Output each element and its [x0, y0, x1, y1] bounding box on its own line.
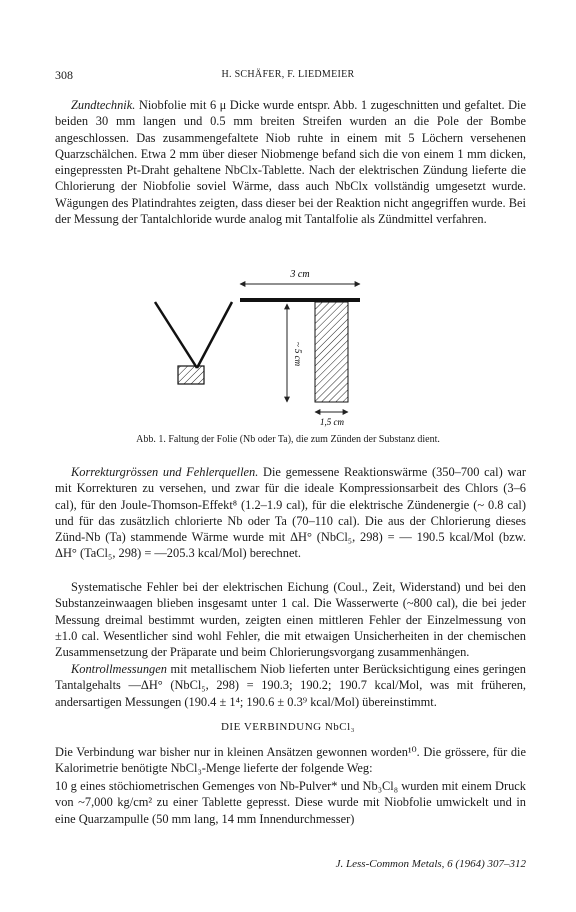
paragraph-tablette [55, 778, 526, 827]
running-header: H. SCHÄFER, F. LIEDMEIER [221, 69, 355, 80]
paragraph-text: Niobfolie mit 6 μ Dicke wurde entspr. Abb. 1 zugeschnitten und gefaltet. Die beiden 30 mm langen und 0.5 mm breiten Streifen wurden an die Pole der Bombe angeschlossen. Das zusammengefaltete Niob ruhte in einem mit 5 Löchern versehenen Quarzschälchen. Etwa 2 mm über dieser Niobmenge befand sich die von einem 1 mm dicken, eingepressten Pt-Draht gehaltene NbClx-Tablette. Nach der elektrischen Zündung lieferte die Chlorierung der Niobfolie soviel Wärme, dass auch NbClx vollständig umgesetzt wurde. Wägungen des Platindrahtes zeigten, dass dieser bei der Reaktion nicht angegriffen wurde. Bei der Messung der Tantalchloride wurde analog mit Tantalfolie als Zündmittel verfahren. [55, 98, 526, 227]
paragraph-systematisch [55, 579, 526, 660]
paragraph-text: mit metallischem Niob lieferten unter Berücksichtigung eines geringen Tantalgehalts —ΔH° (NbCl₅, 298) = 190.3; 190.2; 190.7 kcal/Mol, was mit früheren, andersartigen Messungen (190.4 ± 1⁴; 190.6 ± 0.3⁹ kcal/Mol) übereinstimmt. [55, 662, 526, 709]
foil-hanging-part [315, 302, 348, 402]
height-label: ~ 5 cm [293, 341, 303, 367]
paragraph-text: Die gemessene Reaktionswärme (350–700 cal) war mit Korrekturen zu versehen, und zwar für die ideale Kompressionsarbeit des Chlors (3–6 cal), für den Joule-Thomson-Effekt⁸ (1.2–1.9 cal), für die elektrische Zündenergie (~ 0.8 cal) und für das zusätzlich chlorierte Nb oder Ta (70–110 cal). Die aus der Chlorierung dieses Zünd-Nb (Ta) stammende Wärme wurde mit ΔH° (NbCl₅, 298) = — 190.5 kcal/Mol (bzw. ΔH° (TaCl₅, 298) = —205.3 kcal/Mol) berechnet. [55, 465, 526, 561]
holder-left-arm [155, 302, 197, 368]
width-label: 3 cm [290, 269, 310, 280]
paragraph-kontroll [55, 661, 526, 710]
page-number: 308 [55, 68, 73, 82]
paragraph-text: Systematische Fehler bei der elektrischen Eichung (Coul., Zeit, Widerstand) und bei den Substanzeinwaagen blieben insgesamt unter 1 cal. Die Wasserwerte (~800 cal), die bei jeder Messung dreimal bestimmt wurden, zeigten einen mittleren Fehler der Einzelmessung von ±1.0 cal. Wesentlicher sind wohl Fehler, die mit etwaigen Unsicherheiten in der chemischen Zusammensetzung der Präparate und beim Chlorierungsvorgang zusammenhängen. [55, 580, 526, 660]
paragraph-lead: Zundtechnik. [71, 98, 136, 112]
paragraph-verbindung [55, 744, 526, 777]
paragraph-lead: Korrekturgrössen und Fehlerquellen. [71, 465, 259, 479]
paragraph-text: 10 g eines stöchiometrischen Gemenges von Nb-Pulver* und Nb₃Cl₈ wurden mit einem Druck von ~7,000 kg/cm² zu einer Tablette gepresst. Diese wurde mit Niobfolie umwickelt und in eine Quarzampulle (50 mm lang, 14 mm Innendurchmesser) [55, 779, 526, 826]
paragraph-lead: Kontrollmessungen [71, 662, 167, 676]
paragraph-korrektur [55, 464, 526, 562]
paragraph-text: Die Verbindung war bisher nur in kleinen Ansätzen gewonnen worden¹⁰. Die grössere, für die Kalorimetrie benötigte NbCl₃-Menge lieferte der folgende Weg: [55, 745, 526, 776]
strip-width-label: 1,5 cm [320, 417, 344, 427]
figure-caption: Abb. 1. Faltung der Folie (Nb oder Ta), die zum Zünden der Substanz dient. [136, 434, 440, 445]
tablet-block [178, 366, 204, 384]
section-heading: DIE VERBINDUNG NbCl₃ [220, 721, 356, 733]
foil-folding-figure [150, 262, 410, 434]
journal-citation: J. Less-Common Metals, 6 (1964) 307–312 [335, 858, 526, 870]
paragraph-zundtechnik [55, 97, 526, 227]
holder-right-arm [197, 302, 232, 368]
foil-top-strip [240, 298, 360, 302]
